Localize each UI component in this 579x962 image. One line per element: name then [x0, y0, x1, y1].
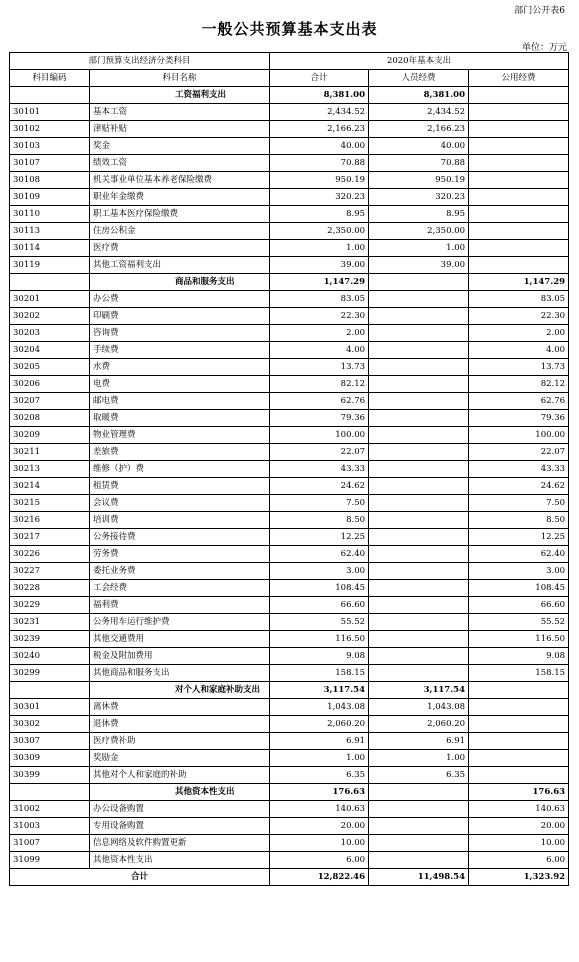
cell-total: 83.05 — [270, 291, 369, 308]
cell-name: 职工基本医疗保险缴费 — [90, 206, 270, 223]
category-row — [10, 784, 569, 801]
cell-code: 30226 — [10, 546, 90, 563]
cell-public: 12.25 — [469, 529, 569, 546]
header-economic-classification: 部门预算支出经济分类科目 — [10, 53, 270, 70]
header-public: 公用经费 — [469, 70, 569, 87]
cell-public: 2.00 — [469, 325, 569, 342]
cell-code: 30227 — [10, 563, 90, 580]
cell-code: 30207 — [10, 393, 90, 410]
table-row — [10, 172, 569, 189]
cell-personnel: 320.23 — [369, 189, 469, 206]
table-row — [10, 240, 569, 257]
cell-public: 83.05 — [469, 291, 569, 308]
table-row — [10, 835, 569, 852]
cell-personnel: 2,166.23 — [369, 121, 469, 138]
cell-total: 320.23 — [270, 189, 369, 206]
cell-public — [469, 206, 569, 223]
cell-public — [469, 716, 569, 733]
cell-name: 印刷费 — [90, 308, 270, 325]
cell-personnel — [369, 648, 469, 665]
cell-name: 委托业务费 — [90, 563, 270, 580]
cell-personnel — [369, 427, 469, 444]
cell-public — [469, 699, 569, 716]
cell-name: 咨询费 — [90, 325, 270, 342]
cell-total: 1.00 — [270, 240, 369, 257]
cell-total: 82.12 — [270, 376, 369, 393]
cell-personnel — [369, 461, 469, 478]
cell-total: 2.00 — [270, 325, 369, 342]
cell-personnel — [369, 274, 469, 291]
table-row — [10, 801, 569, 818]
cell-total: 22.30 — [270, 308, 369, 325]
cell-personnel — [369, 818, 469, 835]
cell-total: 55.52 — [270, 614, 369, 631]
cell-personnel — [369, 784, 469, 801]
cell-category-name: 商品和服务支出 — [90, 274, 270, 291]
cell-public — [469, 155, 569, 172]
cell-personnel — [369, 631, 469, 648]
cell-code: 30239 — [10, 631, 90, 648]
cell-code: 30211 — [10, 444, 90, 461]
cell-name: 医疗费 — [90, 240, 270, 257]
cell-total: 116.50 — [270, 631, 369, 648]
cell-code: 30113 — [10, 223, 90, 240]
cell-public: 82.12 — [469, 376, 569, 393]
cell-code: 30103 — [10, 138, 90, 155]
table-number-tag: 部门公开表6 — [514, 6, 565, 16]
cell-code: 30213 — [10, 461, 90, 478]
cell-name: 物业管理费 — [90, 427, 270, 444]
cell-personnel — [369, 342, 469, 359]
table-row — [10, 716, 569, 733]
header-basic-expenditure-2020: 2020年基本支出 — [270, 53, 569, 70]
cell-code: 30206 — [10, 376, 90, 393]
table-row — [10, 767, 569, 784]
table-row — [10, 393, 569, 410]
page-title: 一般公共预算基本支出表 — [201, 20, 378, 38]
table-row — [10, 631, 569, 648]
cell-public: 20.00 — [469, 818, 569, 835]
table-row — [10, 325, 569, 342]
cell-public: 62.40 — [469, 546, 569, 563]
cell-total: 20.00 — [270, 818, 369, 835]
cell-total: 3,117.54 — [270, 682, 369, 699]
cell-code: 30240 — [10, 648, 90, 665]
cell-personnel: 1.00 — [369, 240, 469, 257]
cell-code: 30208 — [10, 410, 90, 427]
cell-personnel — [369, 444, 469, 461]
budget-table — [9, 52, 569, 886]
cell-public: 43.33 — [469, 461, 569, 478]
cell-personnel — [369, 291, 469, 308]
header-column-row — [10, 70, 569, 87]
table-row — [10, 359, 569, 376]
cell-total: 1,043.08 — [270, 699, 369, 716]
cell-name: 电费 — [90, 376, 270, 393]
cell-public: 116.50 — [469, 631, 569, 648]
table-row — [10, 342, 569, 359]
cell-name: 机关事业单位基本养老保险缴费 — [90, 172, 270, 189]
cell-category-name: 其他资本性支出 — [90, 784, 270, 801]
cell-name: 绩效工资 — [90, 155, 270, 172]
cell-personnel — [369, 580, 469, 597]
cell-total: 2,350.00 — [270, 223, 369, 240]
cell-code: 30215 — [10, 495, 90, 512]
table-row — [10, 410, 569, 427]
cell-name: 奖金 — [90, 138, 270, 155]
cell-personnel — [369, 410, 469, 427]
cell-public — [469, 121, 569, 138]
cell-public: 10.00 — [469, 835, 569, 852]
table-row — [10, 750, 569, 767]
table-row — [10, 699, 569, 716]
cell-name: 维修（护）费 — [90, 461, 270, 478]
cell-public: 79.36 — [469, 410, 569, 427]
cell-code: 30114 — [10, 240, 90, 257]
cell-public: 158.15 — [469, 665, 569, 682]
cell-code: 30216 — [10, 512, 90, 529]
cell-public: 24.62 — [469, 478, 569, 495]
cell-code: 30202 — [10, 308, 90, 325]
cell-total: 1,147.29 — [270, 274, 369, 291]
cell-total: 100.00 — [270, 427, 369, 444]
cell-code: 30214 — [10, 478, 90, 495]
cell-code — [10, 87, 90, 104]
cell-code: 30109 — [10, 189, 90, 206]
cell-name: 邮电费 — [90, 393, 270, 410]
cell-code: 30399 — [10, 767, 90, 784]
cell-personnel — [369, 478, 469, 495]
table-row — [10, 478, 569, 495]
cell-personnel: 39.00 — [369, 257, 469, 274]
cell-total: 2,434.52 — [270, 104, 369, 121]
cell-total: 66.60 — [270, 597, 369, 614]
cell-public: 22.07 — [469, 444, 569, 461]
table-row — [10, 512, 569, 529]
cell-code: 30307 — [10, 733, 90, 750]
cell-personnel — [369, 512, 469, 529]
cell-name: 奖励金 — [90, 750, 270, 767]
cell-public: 140.63 — [469, 801, 569, 818]
cell-total: 79.36 — [270, 410, 369, 427]
cell-code: 30203 — [10, 325, 90, 342]
cell-personnel — [369, 563, 469, 580]
cell-category-name: 对个人和家庭补助支出 — [90, 682, 270, 699]
cell-code: 30299 — [10, 665, 90, 682]
cell-total: 62.76 — [270, 393, 369, 410]
table-row — [10, 733, 569, 750]
cell-code: 30201 — [10, 291, 90, 308]
cell-personnel: 70.88 — [369, 155, 469, 172]
cell-total: 950.19 — [270, 172, 369, 189]
category-row — [10, 274, 569, 291]
cell-name: 专用设备购置 — [90, 818, 270, 835]
table-row — [10, 614, 569, 631]
cell-code — [10, 784, 90, 801]
cell-personnel — [369, 801, 469, 818]
table-row — [10, 138, 569, 155]
table-row — [10, 257, 569, 274]
cell-name: 其他商品和服务支出 — [90, 665, 270, 682]
cell-name: 税金及附加费用 — [90, 648, 270, 665]
cell-name: 会议费 — [90, 495, 270, 512]
cell-total: 4.00 — [270, 342, 369, 359]
cell-personnel: 8,381.00 — [369, 87, 469, 104]
table-row — [10, 223, 569, 240]
table-row — [10, 291, 569, 308]
cell-personnel: 3,117.54 — [369, 682, 469, 699]
cell-personnel — [369, 597, 469, 614]
cell-code: 30107 — [10, 155, 90, 172]
cell-public: 13.73 — [469, 359, 569, 376]
cell-public: 108.45 — [469, 580, 569, 597]
cell-total: 6.00 — [270, 852, 369, 869]
cell-name: 其他工资福利支出 — [90, 257, 270, 274]
cell-public — [469, 87, 569, 104]
cell-code: 30204 — [10, 342, 90, 359]
cell-name: 办公费 — [90, 291, 270, 308]
cell-public: 66.60 — [469, 597, 569, 614]
cell-total: 43.33 — [270, 461, 369, 478]
cell-personnel: 2,060.20 — [369, 716, 469, 733]
cell-public: 55.52 — [469, 614, 569, 631]
cell-public: 4.00 — [469, 342, 569, 359]
cell-personnel — [369, 546, 469, 563]
cell-personnel — [369, 308, 469, 325]
cell-public: 8.50 — [469, 512, 569, 529]
cell-personnel — [369, 665, 469, 682]
cell-total: 158.15 — [270, 665, 369, 682]
cell-name: 公务用车运行维护费 — [90, 614, 270, 631]
cell-total: 70.88 — [270, 155, 369, 172]
cell-personnel: 1.00 — [369, 750, 469, 767]
cell-personnel: 40.00 — [369, 138, 469, 155]
cell-total: 6.91 — [270, 733, 369, 750]
table-row — [10, 546, 569, 563]
cell-name: 劳务费 — [90, 546, 270, 563]
cell-public — [469, 138, 569, 155]
cell-personnel: 2,350.00 — [369, 223, 469, 240]
cell-name: 办公设备购置 — [90, 801, 270, 818]
cell-name: 其他对个人和家庭的补助 — [90, 767, 270, 784]
cell-total: 2,060.20 — [270, 716, 369, 733]
cell-total: 39.00 — [270, 257, 369, 274]
cell-personnel: 950.19 — [369, 172, 469, 189]
cell-total: 8,381.00 — [270, 87, 369, 104]
table-row — [10, 189, 569, 206]
cell-name: 其他资本性支出 — [90, 852, 270, 869]
cell-total: 140.63 — [270, 801, 369, 818]
cell-name: 信息网络及软件购置更新 — [90, 835, 270, 852]
cell-name: 水费 — [90, 359, 270, 376]
total-sum: 12,822.46 — [270, 869, 369, 886]
table-row — [10, 308, 569, 325]
category-row — [10, 682, 569, 699]
cell-personnel: 2,434.52 — [369, 104, 469, 121]
cell-code: 31007 — [10, 835, 90, 852]
cell-total: 3.00 — [270, 563, 369, 580]
table-row — [10, 427, 569, 444]
cell-total: 9.08 — [270, 648, 369, 665]
cell-name: 差旅费 — [90, 444, 270, 461]
header-total: 合计 — [270, 70, 369, 87]
cell-name: 福利费 — [90, 597, 270, 614]
cell-total: 12.25 — [270, 529, 369, 546]
table-row — [10, 376, 569, 393]
cell-code: 31003 — [10, 818, 90, 835]
cell-code: 30228 — [10, 580, 90, 597]
cell-code: 30110 — [10, 206, 90, 223]
cell-name: 医疗费补助 — [90, 733, 270, 750]
cell-total: 8.50 — [270, 512, 369, 529]
cell-public: 62.76 — [469, 393, 569, 410]
cell-name: 培训费 — [90, 512, 270, 529]
table-row — [10, 104, 569, 121]
cell-category-name: 工资福利支出 — [90, 87, 270, 104]
cell-code: 30309 — [10, 750, 90, 767]
cell-personnel — [369, 359, 469, 376]
cell-public: 9.08 — [469, 648, 569, 665]
cell-total: 13.73 — [270, 359, 369, 376]
table-row — [10, 155, 569, 172]
category-row — [10, 87, 569, 104]
total-row — [10, 869, 569, 886]
cell-name: 退休费 — [90, 716, 270, 733]
cell-public: 6.00 — [469, 852, 569, 869]
cell-name: 公务接待费 — [90, 529, 270, 546]
table-row — [10, 648, 569, 665]
cell-public: 100.00 — [469, 427, 569, 444]
cell-personnel — [369, 852, 469, 869]
table-row — [10, 206, 569, 223]
table-row — [10, 495, 569, 512]
cell-public — [469, 223, 569, 240]
cell-total: 176.63 — [270, 784, 369, 801]
cell-name: 手续费 — [90, 342, 270, 359]
cell-name: 津贴补贴 — [90, 121, 270, 138]
cell-code — [10, 274, 90, 291]
cell-total: 108.45 — [270, 580, 369, 597]
cell-personnel — [369, 835, 469, 852]
table-row — [10, 665, 569, 682]
cell-name: 工会经费 — [90, 580, 270, 597]
header-name: 科目名称 — [90, 70, 270, 87]
table-row — [10, 529, 569, 546]
cell-code: 30119 — [10, 257, 90, 274]
total-personnel: 11,498.54 — [369, 869, 469, 886]
cell-public — [469, 189, 569, 206]
header-code: 科目编码 — [10, 70, 90, 87]
cell-code — [10, 682, 90, 699]
cell-public — [469, 750, 569, 767]
cell-total: 22.07 — [270, 444, 369, 461]
cell-personnel: 8.95 — [369, 206, 469, 223]
cell-code: 30205 — [10, 359, 90, 376]
cell-public: 22.30 — [469, 308, 569, 325]
cell-code: 30302 — [10, 716, 90, 733]
cell-public — [469, 172, 569, 189]
table-row — [10, 818, 569, 835]
cell-code: 31099 — [10, 852, 90, 869]
cell-total: 10.00 — [270, 835, 369, 852]
cell-total: 6.35 — [270, 767, 369, 784]
cell-public: 1,147.29 — [469, 274, 569, 291]
cell-personnel: 1,043.08 — [369, 699, 469, 716]
cell-code: 30108 — [10, 172, 90, 189]
cell-total: 62.40 — [270, 546, 369, 563]
cell-personnel — [369, 495, 469, 512]
cell-total: 24.62 — [270, 478, 369, 495]
cell-public — [469, 682, 569, 699]
cell-total: 40.00 — [270, 138, 369, 155]
cell-code: 30229 — [10, 597, 90, 614]
cell-public — [469, 733, 569, 750]
header-personnel: 人员经费 — [369, 70, 469, 87]
cell-total: 2,166.23 — [270, 121, 369, 138]
cell-public — [469, 104, 569, 121]
table-row — [10, 461, 569, 478]
cell-code: 30209 — [10, 427, 90, 444]
cell-code: 30217 — [10, 529, 90, 546]
cell-public: 3.00 — [469, 563, 569, 580]
cell-personnel — [369, 376, 469, 393]
cell-total: 8.95 — [270, 206, 369, 223]
cell-name: 职业年金缴费 — [90, 189, 270, 206]
cell-personnel — [369, 529, 469, 546]
total-label: 合计 — [10, 869, 270, 886]
table-row — [10, 563, 569, 580]
cell-personnel — [369, 393, 469, 410]
table-row — [10, 444, 569, 461]
total-public: 1,323.92 — [469, 869, 569, 886]
cell-personnel — [369, 614, 469, 631]
cell-code: 30101 — [10, 104, 90, 121]
header-group-row — [10, 53, 569, 70]
table-row — [10, 580, 569, 597]
cell-name: 住房公积金 — [90, 223, 270, 240]
unit-label: 单位：万元 — [521, 43, 567, 53]
cell-name: 基本工资 — [90, 104, 270, 121]
cell-code: 31002 — [10, 801, 90, 818]
cell-code: 30102 — [10, 121, 90, 138]
cell-public — [469, 240, 569, 257]
cell-personnel: 6.35 — [369, 767, 469, 784]
cell-total: 1.00 — [270, 750, 369, 767]
cell-personnel — [369, 325, 469, 342]
cell-total: 7.50 — [270, 495, 369, 512]
cell-public — [469, 767, 569, 784]
table-row — [10, 852, 569, 869]
table-row — [10, 121, 569, 138]
cell-public: 7.50 — [469, 495, 569, 512]
cell-code: 30231 — [10, 614, 90, 631]
cell-name: 取暖费 — [90, 410, 270, 427]
cell-public — [469, 257, 569, 274]
cell-name: 租赁费 — [90, 478, 270, 495]
cell-name: 离休费 — [90, 699, 270, 716]
budget-table-body — [10, 53, 569, 886]
cell-name: 其他交通费用 — [90, 631, 270, 648]
cell-code: 30301 — [10, 699, 90, 716]
table-row — [10, 597, 569, 614]
cell-public: 176.63 — [469, 784, 569, 801]
cell-personnel: 6.91 — [369, 733, 469, 750]
